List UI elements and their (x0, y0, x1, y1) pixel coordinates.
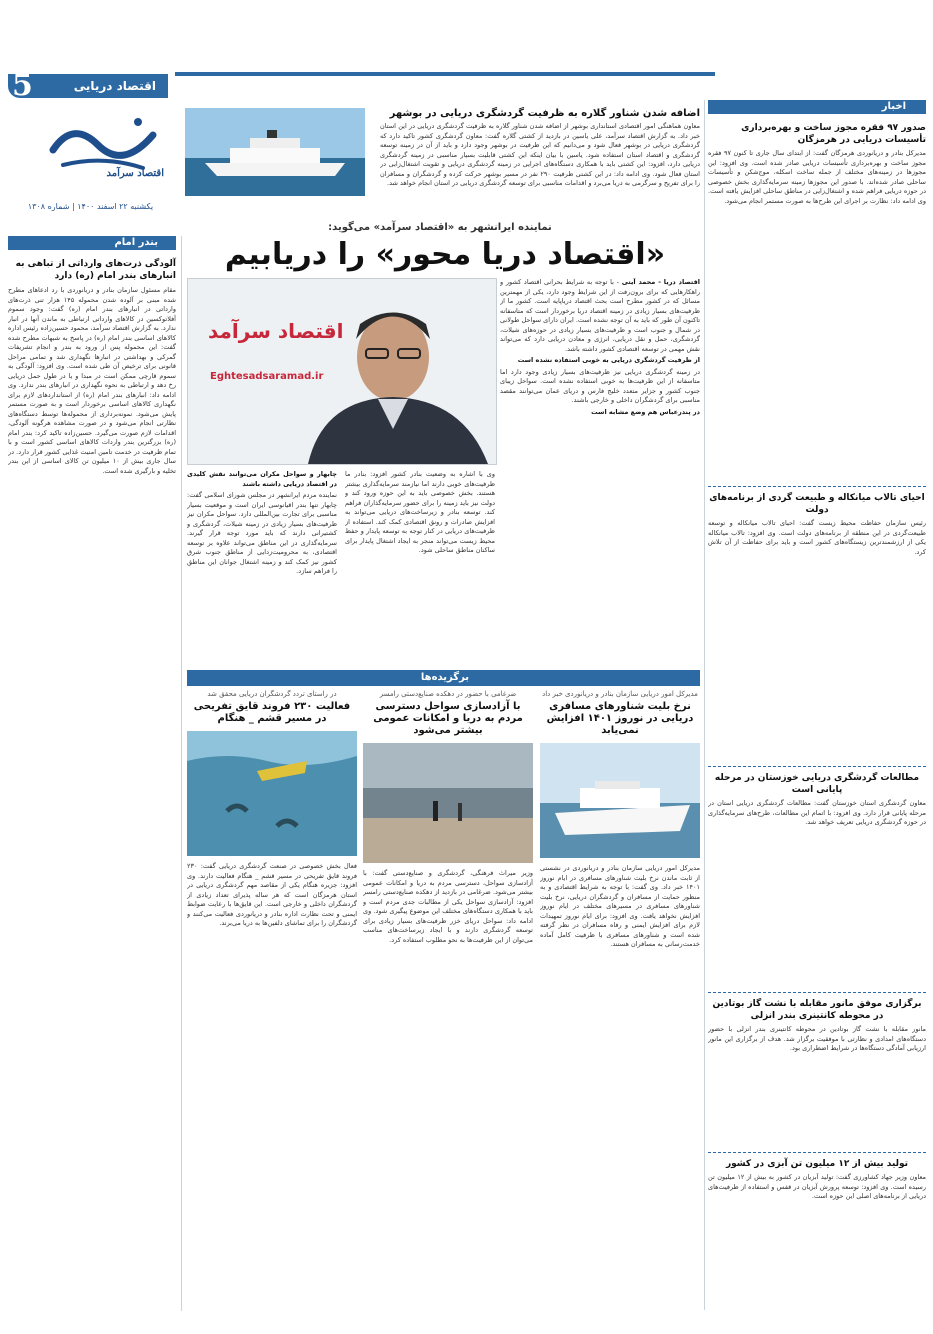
news-item-1 (708, 122, 926, 482)
interview-byline: اقتصاد دریا - محمد آیتی (621, 278, 700, 286)
pick-item-1 (540, 690, 700, 1300)
beach-illustration (363, 743, 533, 863)
news-label: اخبار (874, 100, 914, 114)
divider-left (181, 236, 182, 1311)
news-sep-3 (708, 992, 926, 993)
pick-2-photo (363, 743, 533, 863)
logo-text: اقتصاد سرآمد (106, 168, 164, 179)
page-number: 5 (12, 68, 33, 103)
boat-dolphins-illustration (187, 731, 357, 856)
pick-1-photo (540, 743, 700, 858)
ship-photo (185, 108, 365, 196)
news-column (708, 100, 926, 1310)
pick-item-2 (363, 690, 533, 1300)
news-3-body: معاون گردشگری استان خوزستان گفت: مطالعات گردشگری دریایی استان در مرحله پایانی قرار دارد. وی افزود: با اتمام این مطالعات، طرح‌های سرمایه‌گذاری در حوزه گردشگری دریایی تعریف خواهد شد. (708, 799, 926, 826)
news-1-headline: صدور ۹۷ فقره مجوز ساخت و بهره‌برداری تأسیسات دریایی در هرمزگان (741, 123, 926, 145)
section-label: اقتصاد دریایی (73, 79, 156, 93)
interview-sub3: چابهار و سواحل مکران می‌توانند نقش کلیدی در اقتصاد دریایی داشته باشند (187, 470, 337, 488)
interview-col2: وی با اشاره به وضعیت بنادر کشور افزود: بنادر ما ظرفیت‌های خوبی دارند اما نیازمند سرمایه‌گذاری بیشتر هستند. بخش خصوصی باید به این حوزه ورود کند و دولت نیز باید زمینه را برای حضور سرمایه‌گذاران فراهم کند. توسعه بنادر و زیرساخت‌های دریایی می‌تواند به افزایش صادرات و رونق اقتصادی کمک کند. استفاده از ظرفیت‌های دریایی در کنار توجه به توسعه پایدار و حفظ محیط زیست می‌تواند منجر به ایجاد اشتغال پایدار برای ساکنان مناطق ساحلی شود. (345, 470, 495, 554)
interview-col-right (500, 278, 700, 658)
picks-label: برگزیده‌ها (395, 671, 495, 685)
left-column (8, 236, 176, 1311)
left-body: مقام مسئول سازمان بنادر و دریانوردی با رد ادعاهای مطرح شده مبنی بر آلوده شدن محموله ۱۴۵ هزار تنی ذرت‌های وارداتی در انبارهای بندر امام (ره) گفت: وجود سموم آفلاتوکسین در کالاهای وارداتی ارتباطی به ماندن آنها در انبار ندارد. به گزارش اقتصاد سرآمد، محمود حسین‌زاده رئیس اداره کالاهای اساسی بندر امام (ره) در پاسخ به شبهات مطرح شده گفت: این محموله پس از ورود به بندر و انجام تشریفات گمرکی و بهداشتی در انبارها نگهداری شد و تمامی مراحل قانونی برای ترخیص آن طی شده است. وی افزود: آلودگی به سموم قارچی ممکن است در مبدا و یا در طول حمل دریایی رخ دهد و ارتباطی به نحوه نگهداری در انبارهای بندر ندارد. وی ادامه داد: انبارهای بندر امام (ره) از استانداردهای لازم برای نگهداری کالاهای اساسی برخوردار است و به صورت مستمر پایش می‌شود. نمونه‌برداری از محموله‌ها توسط دستگاه‌های نظارتی انجام می‌شود و در صورت مشاهده هرگونه آلودگی، اقدامات لازم صورت می‌گیرد. حسین‌زاده تاکید کرد: بندر امام (ره) بزرگترین بندر واردات کالاهای اساسی کشور است و با تمام ظرفیت در خدمت تامین امنیت غذایی کشور قرار دارد. در سال جاری بیش از ۱۰ میلیون تن کالای اساسی از این بندر تخلیه و بارگیری شده است. (8, 286, 176, 475)
divider-right (704, 100, 705, 1310)
pick-1-body: مدیرکل امور دریایی سازمان بنادر و دریانوردی در نشستی از ثابت ماندن نرخ بلیت شناورهای مسافری در ایام نوروز ۱۴۰۱ خبر داد. وی گفت: با توجه به شرایط اقتصادی و به منظور حمایت از مسافران و گردشگران دریایی، نرخ بلیت شناورهای مسافری در مسیرهای مختلف در ایام نوروز افزایش نخواهد یافت. وی افزود: برای ایام نوروز تمهیدات لازم برای افزایش ایمنی و رفاه مسافران در نظر گرفته شده است و شناورهای مسافری با ظرفیت کامل آماده خدمت‌رسانی به مسافران هستند. (540, 864, 700, 948)
pick-2-headline: با آزادسازی سواحل دسترسی مردم به دریا و امکانات عمومی بیشتر می‌شود (373, 701, 523, 736)
news-5-body: معاون وزیر جهاد کشاورزی گفت: تولید آبزیان در کشور به بیش از ۱۲ میلیون تن رسیده است. وی افزود: توسعه پرورش آبزیان در قفس و استفاده از ظرفیت‌های دریایی از برنامه‌های اصلی این حوزه است. (708, 1173, 926, 1200)
news-item-2 (708, 492, 926, 762)
pick-3-photo (187, 731, 357, 856)
news-2-headline: احیای تالاب میانکاله و طبیعت گردی از برنامه‌های دولت (709, 493, 925, 515)
news-2-body: رئیس سازمان حفاظت محیط زیست گفت: احیای تالاب میانکاله و توسعه طبیعت‌گردی در این منطقه از برنامه‌های دولت است. وی افزود: تالاب میانکاله یکی از ارزشمندترین زیستگاه‌های کشور است و باید برای حفاظت از آن تلاش کرد. (708, 519, 926, 556)
watermark-site: Eghtesadsaramad.ir (210, 371, 324, 382)
news-item-5 (708, 1158, 926, 1308)
top-rule (175, 72, 715, 76)
interview-headline: «اقتصاد دریا محور» را دریابیم (224, 237, 666, 272)
news-5-headline: تولید بیش از ۱۲ میلیون تن آبزی در کشور (725, 1159, 909, 1169)
news-3-headline: مطالعات گردشگری دریایی خوزستان در مرحله پایانی است (714, 773, 920, 795)
news-sep-4 (708, 1152, 926, 1153)
top-story-title: اضافه شدن شناور گلاره به ظرفیت گردشگری دریایی در بوشهر (389, 108, 700, 119)
watermark-brand: اقتصاد سرآمد (208, 319, 344, 343)
issue-line: یکشنبه ۲۲ اسفند ۱۴۰۰ | شماره ۱۳۰۸ (27, 202, 154, 211)
pick-2-body: وزیر میراث فرهنگی، گردشگری و صنایع‌دستی گفت: با آزادسازی سواحل، دسترسی مردم به دریا و امکانات عمومی بیشتر می‌شود. ضرغامی در بازدید از دهکده صنایع‌دستی رامسر افزود: آزادسازی سواحل یکی از مطالبات جدی مردم است و باید با همکاری دستگاه‌های مختلف این موضوع پیگیری شود. وی ادامه داد: سواحل دریای خزر ظرفیت‌های بسیار زیادی برای توسعه گردشگری دارند و با ایجاد زیرساخت‌های مناسب می‌توان از این ظرفیت‌ها به نحو مطلوب استفاده کرد. (363, 869, 533, 944)
interview-col1: - با توجه به شرایط بحرانی اقتصاد کشور و راهکارهایی که برای برون‌رفت از این شرایط وجود دارد، یکی از مهمترین مسائل که در کشور مطرح است بحث اقتصاد دریاپایه است. کشور ما از ظرفیت‌های بسیار زیادی در زمینه اقتصاد دریا برخوردار است که متاسفانه تاکنون آن طور که باید به آن توجه نشده است. ایران دارای سواحل طولانی در شمال و جنوب است و ظرفیت‌های بسیار زیادی در حوزه‌های شیلات، گردشگری، حمل و نقل دریایی، انرژی و معادن دریایی دارد که می‌تواند نقش مهمی در توسعه اقتصادی کشور داشته باشد. (500, 278, 700, 353)
top-story (185, 108, 700, 200)
pick-1-kicker: مدیرکل امور دریایی سازمان بنادر و دریانوردی خبر داد (542, 690, 698, 698)
interview-col3: نماینده مردم ایرانشهر در مجلس شورای اسلامی گفت: چابهار تنها بندر اقیانوسی ایران است و موقعیت بسیار مناسبی برای تجارت بین‌المللی دارد. سواحل مکران نیز ظرفیت‌های بسیار زیادی در زمینه شیلات، گردشگری و کشتیرانی دارند که باید مورد توجه قرار گیرند. سرمایه‌گذاری در این مناطق می‌تواند علاوه بر توسعه اقتصادی، به محرومیت‌زدایی از مناطق جنوب شرق کشور نیز کمک کند و زمینه اشتغال جوانان این مناطق را فراهم سازد. (187, 491, 337, 575)
interview-kicker: نماینده ایرانشهر به «اقتصاد سرآمد» می‌گوید: (328, 222, 552, 233)
left-headline: آلودگی ذرت‌های وارداتی از تباهی به انبارهای بندر امام (ره) دارد (15, 259, 176, 281)
news-4-headline: برگزاری موفق مانور مقابله با نشت گاز بوتادین در محوطه کانتینری بندر انزلی (712, 999, 922, 1021)
section-tab (8, 68, 168, 103)
ship-illustration (185, 108, 365, 196)
pick-3-kicker: در راستای تردد گردشگران دریایی محقق شد (207, 690, 337, 698)
pick-2-kicker: ضرغامی با حضور در دهکده صنایع‌دستی رامسر (379, 690, 517, 698)
interview-photo (187, 278, 497, 465)
pick-item-3 (187, 690, 357, 1300)
news-4-body: مانور مقابله با نشت گاز بوتادین در محوطه کانتینری بندر انزلی با حضور دستگاه‌های امدادی و نظارتی با موفقیت برگزار شد. هدف از برگزاری این مانور ارزیابی آمادگی دستگاه‌ها در شرایط اضطراری بود. (708, 1025, 926, 1052)
news-sep-1 (708, 486, 926, 487)
pick-3-headline: فعالیت ۲۳۰ فروند قایق تفریحی در مسیر قشم _ هنگام (193, 701, 351, 724)
interview-col-middle (345, 470, 495, 658)
interview-sub1: از ظرفیت گردشگری دریایی به خوبی استفاده نشده است (517, 356, 700, 364)
interview-col-left (187, 470, 337, 658)
ferry-illustration (540, 743, 700, 858)
masthead (8, 62, 173, 232)
left-label: بندر امام (106, 236, 166, 250)
news-item-3 (708, 772, 926, 987)
top-story-body: معاون هماهنگی امور اقتصادی استانداری بوشهر از اضافه شدن شناور گلاره به ظرفیت گردشگری دریایی در این استان خبر داد. به گزارش اقتصاد سرآمد، علی یاسین در بازدید از کشتی گلاره گفت: معاون گردشگری کشور تاکید دارد که گردشگری دریایی در بوشهر فعال شود و می‌دانیم که این ظرفیت در بوشهر وجود دارد و باید از آن در زمینه توسعه گردشگری و اقتصاد استان استفاده شود. یاسین با بیان اینکه این کشتی قابلیت بسیار مناسبی در زمینه گردشگری دریایی دارد، افزود: این کشتی باید با همکاری دستگاه‌های اجرایی در زمینه گردشگری دریایی و تقویت اشتغال‌زایی در استان فعال شود. وی ادامه داد: در این کشتی ظرفیت ۲۹۰ نفر در مسیر بوشهر حرکت کرده و گردشگران و مسافران را برای تفریح و سرگرمی به دریا می‌برد و اقدامات مناسبی برای توسعه گردشگری دریایی در استان انجام خواهد شد. (380, 122, 700, 187)
interview-sub2: در پندرعباس هم وضع مشابه است (591, 407, 700, 416)
news-item-4 (708, 998, 926, 1148)
news-sep-2 (708, 766, 926, 767)
pick-1-headline: نرخ بلیت شناورهای مسافری دریایی در نوروز ۱۴۰۱ افزایش نمی‌یابد (546, 701, 694, 736)
interview-col1b: در زمینه گردشگری دریایی نیز ظرفیت‌های بسیار زیادی وجود دارد اما متاسفانه از این ظرفیت‌ها به خوبی استفاده نشده است. سواحل زیبای جنوب کشور و جزایر متعدد خلیج فارس و دریای عمان می‌توانند مقصد مناسبی برای گردشگران داخلی و خارجی باشند. (500, 367, 700, 404)
pick-3-body: فعال بخش خصوصی در صنعت گردشگری دریایی گفت: ۲۳۰ فروند قایق تفریحی در مسیر قشم _ هنگام فعالیت دارند. وی افزود: جزیره هنگام یکی از مقاصد مهم گردشگری دریایی در استان هرمزگان است که هر ساله پذیرای تعداد زیادی از گردشگران داخلی و خارجی است. این قایق‌ها با رعایت ضوابط ایمنی و تحت نظارت اداره بنادر و دریانوردی فعالیت می‌کنند و گردشگران را برای تماشای دلفین‌ها به دریا می‌برند. (187, 862, 357, 927)
news-1-body: مدیرکل بنادر و دریانوردی هرمزگان گفت: از ابتدای سال جاری تا کنون ۹۷ فقره مجوز ساخت و بهره‌برداری تأسیسات دریایی صادر شده است. وی افزود: این مجوزها در زمینه‌های مختلف از جمله ساخت اسکله، موج‌شکن و تأسیسات ساحلی صادر شده‌اند. با صدور این مجوزها زمینه سرمایه‌گذاری بخش خصوصی در حوزه دریایی فراهم شده و اشتغال‌زایی در مناطق ساحلی افزایش یافته است. وی ادامه داد: نظارت بر اجرای این طرح‌ها به صورت مستمر انجام می‌شود. (708, 149, 926, 205)
logo (38, 110, 168, 190)
